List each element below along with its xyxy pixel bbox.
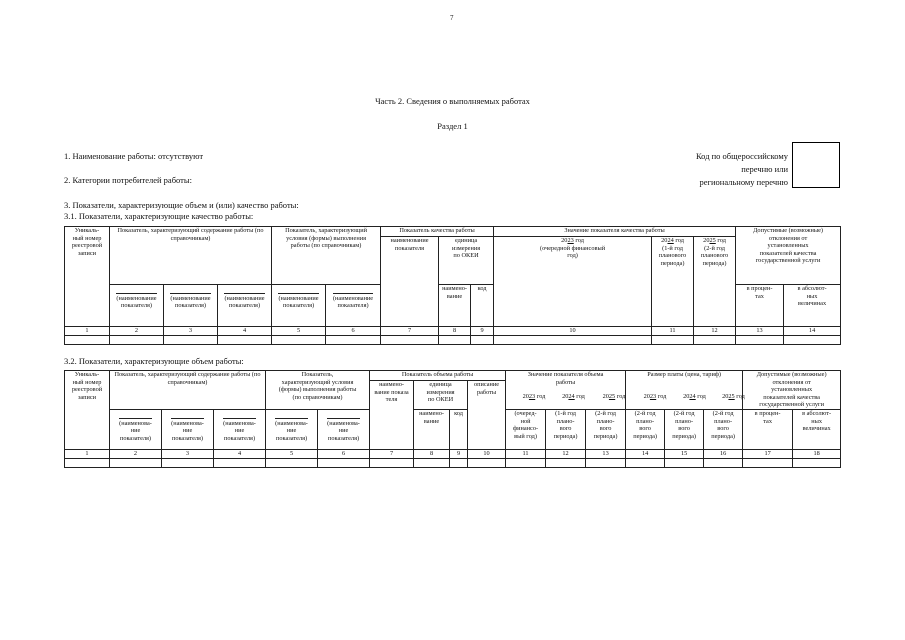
header-volume-value: Значение показателя объема работы bbox=[506, 371, 626, 410]
price-year2-label: 2024 год bbox=[683, 393, 706, 400]
header-year-plan1: 2024 год (1-й год планового периода) bbox=[652, 237, 694, 327]
header-unit-okei: единица измерения по ОКЕИ bbox=[439, 237, 494, 285]
header-price-year2: (2-й год плано- вого периода) bbox=[665, 409, 704, 449]
header-conditions: Показатель, характеризующий условия (формы) выполнения работы (по справочникам) bbox=[266, 371, 370, 410]
indicator-name-cell: (наименова- ние показателя) bbox=[162, 409, 214, 449]
column-number: 10 bbox=[468, 449, 506, 458]
value-year-labels bbox=[514, 393, 635, 401]
header-conditions: Показатель, характеризующий условия (формы) выполнения работы (по справочникам) bbox=[272, 227, 381, 285]
column-number: 13 bbox=[586, 449, 626, 458]
header-unique-number: Уникаль- ный номер реестровой записи bbox=[65, 227, 110, 327]
header-unit-code: код bbox=[471, 285, 494, 327]
indicator-name-cell: (наименова- ние показателя) bbox=[318, 409, 370, 449]
indicator-name-cell: (наименование показателя) bbox=[110, 285, 164, 327]
column-number: 17 bbox=[743, 449, 793, 458]
header-unique-number: Уникаль- ный номер реестровой записи bbox=[65, 371, 110, 450]
indicator-name-cell: (наименова- ние показателя) bbox=[266, 409, 318, 449]
header-indicator-name: наимено- вание показа теля bbox=[370, 381, 414, 450]
indicator-name-cell: (наименование показателя) bbox=[218, 285, 272, 327]
indicator-name-cell: (наименова- ние показателя) bbox=[110, 409, 162, 449]
header-price: Размер платы (цена, тариф) bbox=[626, 371, 743, 410]
column-number: 4 bbox=[218, 327, 272, 336]
header-dev-percent: в процен- тах bbox=[743, 409, 793, 449]
header-content: Показатель, характеризующий содержание работы (по справочникам) bbox=[110, 371, 266, 410]
column-number: 1 bbox=[65, 327, 110, 336]
value-year2-label: 2024 год bbox=[562, 393, 585, 400]
code-label: Код по общероссийскому перечню или региональному перечню bbox=[695, 151, 788, 187]
part-title: Часть 2. Сведения о выполняемых работах bbox=[375, 96, 530, 106]
header-content: Показатель, характеризующий содержание работы (по справочникам) bbox=[110, 227, 272, 285]
volume-heading: 3.2. Показатели, характеризующие объем работы: bbox=[64, 356, 244, 366]
header-indicator-name: наименование показателя bbox=[381, 237, 439, 327]
consumer-category-line: 2. Категории потребителей работы: bbox=[64, 175, 192, 185]
column-number: 6 bbox=[318, 449, 370, 458]
header-unit-code: код bbox=[450, 409, 468, 449]
column-number: 14 bbox=[784, 327, 841, 336]
price-year1-label: 2023 год bbox=[643, 393, 667, 400]
column-number: 18 bbox=[793, 449, 841, 458]
empty-row bbox=[65, 458, 841, 467]
column-number: 3 bbox=[162, 449, 214, 458]
quality-heading: 3.1. Показатели, характеризующие качество работы: bbox=[64, 211, 254, 221]
header-year-current: 2023 год (очередной финансовый год) bbox=[494, 237, 652, 327]
header-dev-absolute: в абсолют- ных величинах bbox=[793, 409, 841, 449]
value-year3-label: 2025 год bbox=[602, 393, 626, 400]
volume-table bbox=[64, 370, 841, 468]
header-value-year2: (1-й год плано- вого периода) bbox=[546, 409, 586, 449]
column-number: 2 bbox=[110, 327, 164, 336]
header-price-year3: (2-й год плано- вого периода) bbox=[704, 409, 743, 449]
header-quality-indicator: Показатель качества работы bbox=[381, 227, 494, 237]
work-name-line: 1. Наименование работы: отсутствуют bbox=[64, 151, 204, 161]
column-number: 16 bbox=[704, 449, 743, 458]
column-number: 6 bbox=[326, 327, 381, 336]
column-number: 11 bbox=[506, 449, 546, 458]
indicator-name-cell: (наименование показателя) bbox=[272, 285, 326, 327]
header-quality-value: Значение показателя качества работы bbox=[494, 227, 736, 237]
header-deviation: Допустимые (возможные) отклонения от установленных показателей качества государственной услуги bbox=[743, 371, 841, 410]
header-work-description: описание работы bbox=[468, 381, 506, 450]
column-number: 10 bbox=[494, 327, 652, 336]
quality-table bbox=[64, 226, 841, 345]
value-year1-label: 2023 год bbox=[522, 393, 546, 400]
column-number: 11 bbox=[652, 327, 694, 336]
price-year3-label: 2025 год bbox=[722, 393, 745, 400]
column-number: 8 bbox=[439, 327, 471, 336]
section-title: Раздел 1 bbox=[437, 121, 468, 131]
column-number: 15 bbox=[665, 449, 704, 458]
header-unit-okei: единица измерения по ОКЕИ bbox=[414, 381, 468, 410]
header-value-year1: (очеред- ной финансо- вый год) bbox=[506, 409, 546, 449]
indicators-heading: 3. Показатели, характеризующие объем и (или) качество работы: bbox=[64, 200, 299, 210]
header-volume-indicator: Показатель объема работы bbox=[370, 371, 506, 381]
page-number: 7 bbox=[450, 14, 454, 22]
header-value-year3: (2-й год плано- вого периода) bbox=[586, 409, 626, 449]
price-year-labels bbox=[634, 393, 754, 401]
empty-row bbox=[65, 336, 841, 345]
column-number: 9 bbox=[471, 327, 494, 336]
column-number: 4 bbox=[214, 449, 266, 458]
header-price-year1: (2-й год плано- вого периода) bbox=[626, 409, 665, 449]
indicator-name-cell: (наименование показателя) bbox=[164, 285, 218, 327]
column-number: 9 bbox=[450, 449, 468, 458]
indicator-name-cell: (наименование показателя) bbox=[326, 285, 381, 327]
column-number: 1 bbox=[65, 449, 110, 458]
header-unit-name: наимено- вание bbox=[439, 285, 471, 327]
code-box bbox=[792, 142, 840, 188]
column-number: 5 bbox=[266, 449, 318, 458]
column-number: 12 bbox=[546, 449, 586, 458]
column-number: 8 bbox=[414, 449, 450, 458]
header-deviation: Допустимые (возможные) отклонения от установленных показателей качества государственной услуги bbox=[736, 227, 841, 285]
column-number: 5 bbox=[272, 327, 326, 336]
header-year-plan2: 2025 год (2-й год планового периода) bbox=[694, 237, 736, 327]
column-number: 7 bbox=[381, 327, 439, 336]
header-unit-name: наимено- вание bbox=[414, 409, 450, 449]
header-dev-absolute: в абсолют- ных величинах bbox=[784, 285, 841, 327]
indicator-name-cell: (наименова- ние показателя) bbox=[214, 409, 266, 449]
column-number: 12 bbox=[694, 327, 736, 336]
column-number: 13 bbox=[736, 327, 784, 336]
column-number: 14 bbox=[626, 449, 665, 458]
column-number: 2 bbox=[110, 449, 162, 458]
column-number: 3 bbox=[164, 327, 218, 336]
column-number: 7 bbox=[370, 449, 414, 458]
header-dev-percent: в процен- тах bbox=[736, 285, 784, 327]
